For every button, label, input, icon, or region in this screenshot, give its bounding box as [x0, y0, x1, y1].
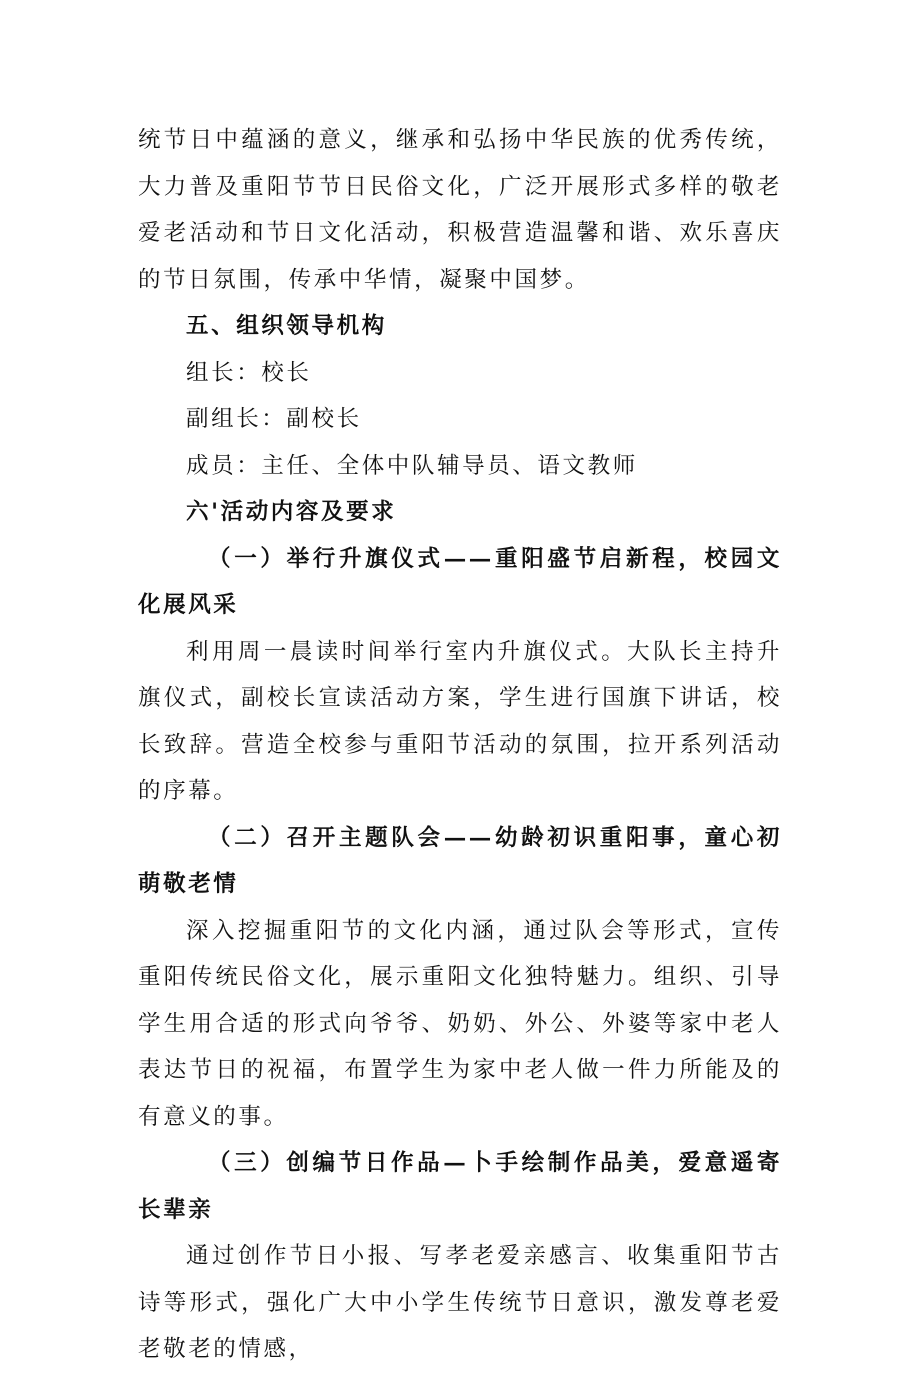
vice-leader-line: 副组长：副校长: [186, 406, 362, 432]
section-six-heading: 六'活动内容及要求: [186, 499, 397, 525]
item-three-heading: （三）创编节日作品—卜手绘制作品美，爱意遥寄长辈亲: [138, 1150, 782, 1223]
item-one-body: 利用周一晨读时间举行室内升旗仪式。大队长主持升旗仪式，副校长宣读活动方案，学生进行国旗下讲话，校长致辞。营造全校参与重阳节活动的氛围，拉开系列活动的序幕。: [138, 638, 782, 804]
members-line: 成员：主任、全体中队辅导员、语文教师: [186, 452, 638, 479]
section-five-heading: 五、组织领导机构: [186, 313, 387, 339]
leader-line: 组长：校长: [186, 359, 312, 386]
item-one-heading: （一）举行升旗仪式——重阳盛节启新程，校园文化展风采: [138, 545, 782, 618]
item-two-body: 深入挖掘重阳节的文化内涵，通过队会等形式，宣传重阳传统民俗文化，展示重阳文化独特魅力。组织、引导学生用合适的形式向爷爷、奶奶、外公、外婆等家中老人表达节日的祝福，布置学生为家中老人做一件力所能及的有意义的事。: [138, 917, 782, 1130]
item-three-body: 通过创作节日小报、写孝老爱亲感言、收集重阳节古诗等形式，强化广大中小学生传统节日意识，激发尊老爱老敬老的情感，: [138, 1243, 782, 1362]
intro-paragraph: 统节日中蕴涵的意义，继承和弘扬中华民族的优秀传统，大力普及重阳节节日民俗文化，广泛开展形式多样的敬老爱老活动和节日文化活动，积极营造温馨和谐、欢乐喜庆的节日氛围，传承中华情，凝聚中国梦。: [138, 127, 782, 293]
item-two-heading: （二）召开主题队会——幼龄初识重阳事，童心初萌敬老情: [138, 824, 782, 897]
